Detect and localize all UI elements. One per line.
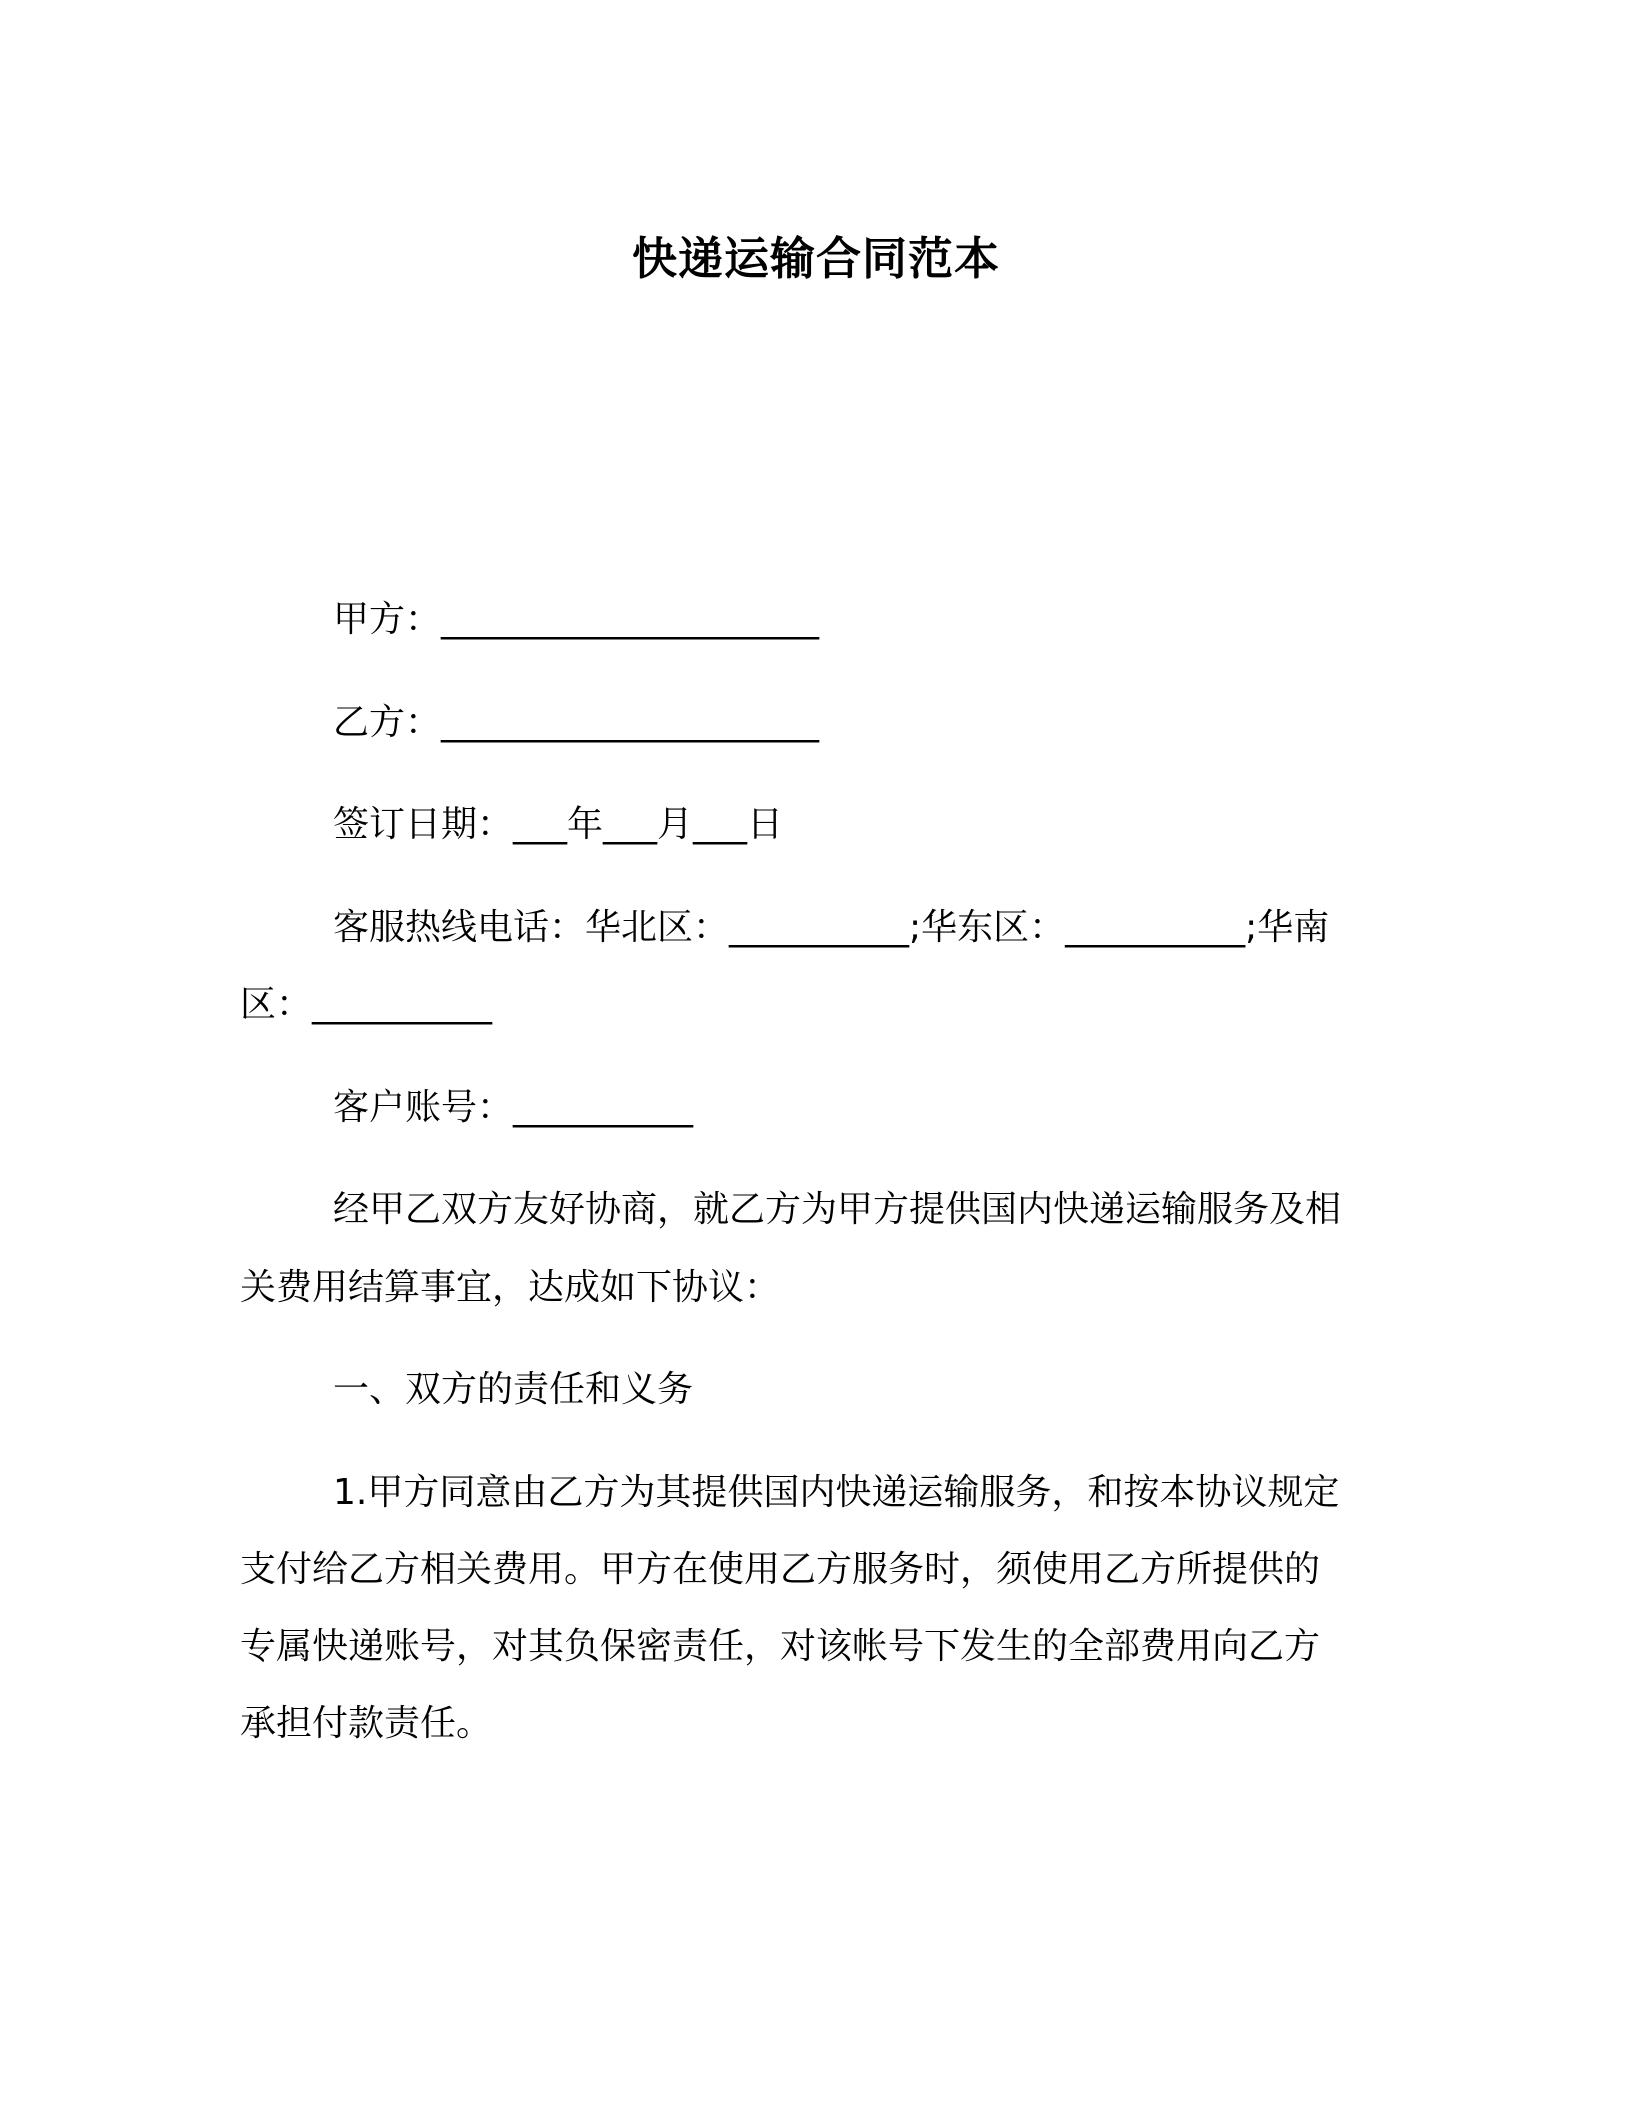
party-b-line: 乙方：_____________________ xyxy=(333,702,820,743)
sign-date-line: 签订日期：___年___月___日 xyxy=(333,804,784,845)
party-a-line: 甲方：_____________________ xyxy=(333,599,820,640)
clause-1-line-1: 1.甲方同意由乙方为其提供国内快递运输服务，和按本协议规定 xyxy=(333,1472,1340,1513)
clause-1-line-3: 专属快递账号，对其负保密责任，对该帐号下发生的全部费用向乙方 xyxy=(240,1626,1321,1667)
intro-paragraph-line-1: 经甲乙双方友好协商，就乙方为甲方提供国内快递运输服务及相 xyxy=(333,1189,1342,1230)
clause-1-line-2: 支付给乙方相关费用。甲方在使用乙方服务时，须使用乙方所提供的 xyxy=(240,1549,1321,1590)
hotline-line-1: 客服热线电话：华北区：__________;华东区：__________;华南 xyxy=(333,907,1330,948)
intro-paragraph-line-2: 关费用结算事宜，达成如下协议： xyxy=(240,1267,781,1308)
section-heading-1: 一、双方的责任和义务 xyxy=(333,1369,694,1410)
document-title: 快递运输合同范本 xyxy=(631,232,1000,285)
clause-1-line-4: 承担付款责任。 xyxy=(240,1703,493,1744)
hotline-line-2: 区：__________ xyxy=(240,984,493,1025)
customer-account-line: 客户账号：__________ xyxy=(333,1087,694,1128)
